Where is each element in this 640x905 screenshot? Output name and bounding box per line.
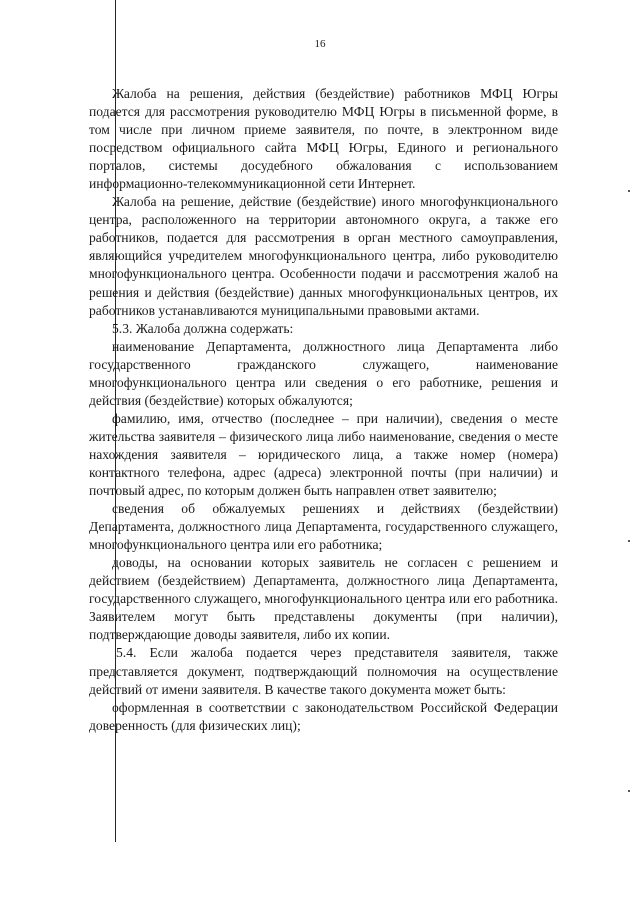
paragraph-item-decisions: сведения об обжалуемых решениях и действиях (бездействии) Департамента, должностного лица Департамента, государственного служащего, многофункционального центра или его работника; — [89, 501, 558, 553]
page-number: 16 — [314, 38, 326, 50]
paragraph-other-mfc-complaint: Жалоба на решение, действие (бездействие) иного многофункционального центра, расположенного на территории автономного округа, а также его работников, подается для рассмотрения в орган местного самоуправления, являющийся учредителем многофункционального центра, либо руководителю многофункционального центра. Особенности подачи и рассмотрения жалоб на решения и действия (бездействие) данных многофункциональных центров, их работников устанавливаются муниципальными правовыми актами. — [89, 194, 558, 318]
scan-edge-mark — [628, 190, 630, 192]
paragraph-item-name: наименование Департамента, должностного лица Департамента либо государственного гражданского служащего, наименование многофункционального центра или сведения о его работнике, решения и действия (бездействие) которых обжалуются; — [89, 338, 558, 408]
paragraph-item-power-of-attorney: оформленная в соответствии с законодательством Российской Федерации доверенность (для физических лиц); — [89, 699, 558, 733]
paragraph-section-5-3: 5.3. Жалоба должна содержать: — [112, 320, 294, 336]
scan-edge-mark — [628, 540, 630, 542]
paragraph-item-applicant-info: фамилию, имя, отчество (последнее – при наличии), сведения о месте жительства заявителя – физического лица либо наименование, сведения о месте нахождения заявителя – юридического лица, а также номер (номера) контактного телефона, адрес (адреса) электронной почты (при наличии) и почтовый адрес, по которым должен быть направлен ответ заявителю; — [89, 410, 558, 499]
paragraph-item-arguments: доводы, на основании которых заявитель не согласен с решением и действием (бездействием) Департамента, должностного лица Департамента, государственного служащего, многофункционального центра или его работника. Заявителем могут быть представлены документы (при наличии), подтверждающие доводы заявителя, либо их копии. — [89, 555, 558, 643]
paragraph-mfc-complaint: Жалоба на решения, действия (бездействие) работников МФЦ Югры подается для рассмотрения руководителю МФЦ Югры в письменной форме, в том числе при личном приеме заявителя, по почте, в электронном виде посредством официального сайта МФЦ Югры, Единого и регионального порталов, системы досудебного обжалования с использованием информационно-телекоммуникационной сети Интернет. — [89, 86, 558, 192]
scan-edge-mark — [628, 790, 630, 792]
document-body — [89, 85, 558, 735]
paragraph-section-5-4: 5.4. Если жалоба подается через представителя заявителя, также представляется документ, подтверждающий полномочия на осуществление действий от имени заявителя. В качестве такого документа может быть: — [89, 645, 558, 697]
